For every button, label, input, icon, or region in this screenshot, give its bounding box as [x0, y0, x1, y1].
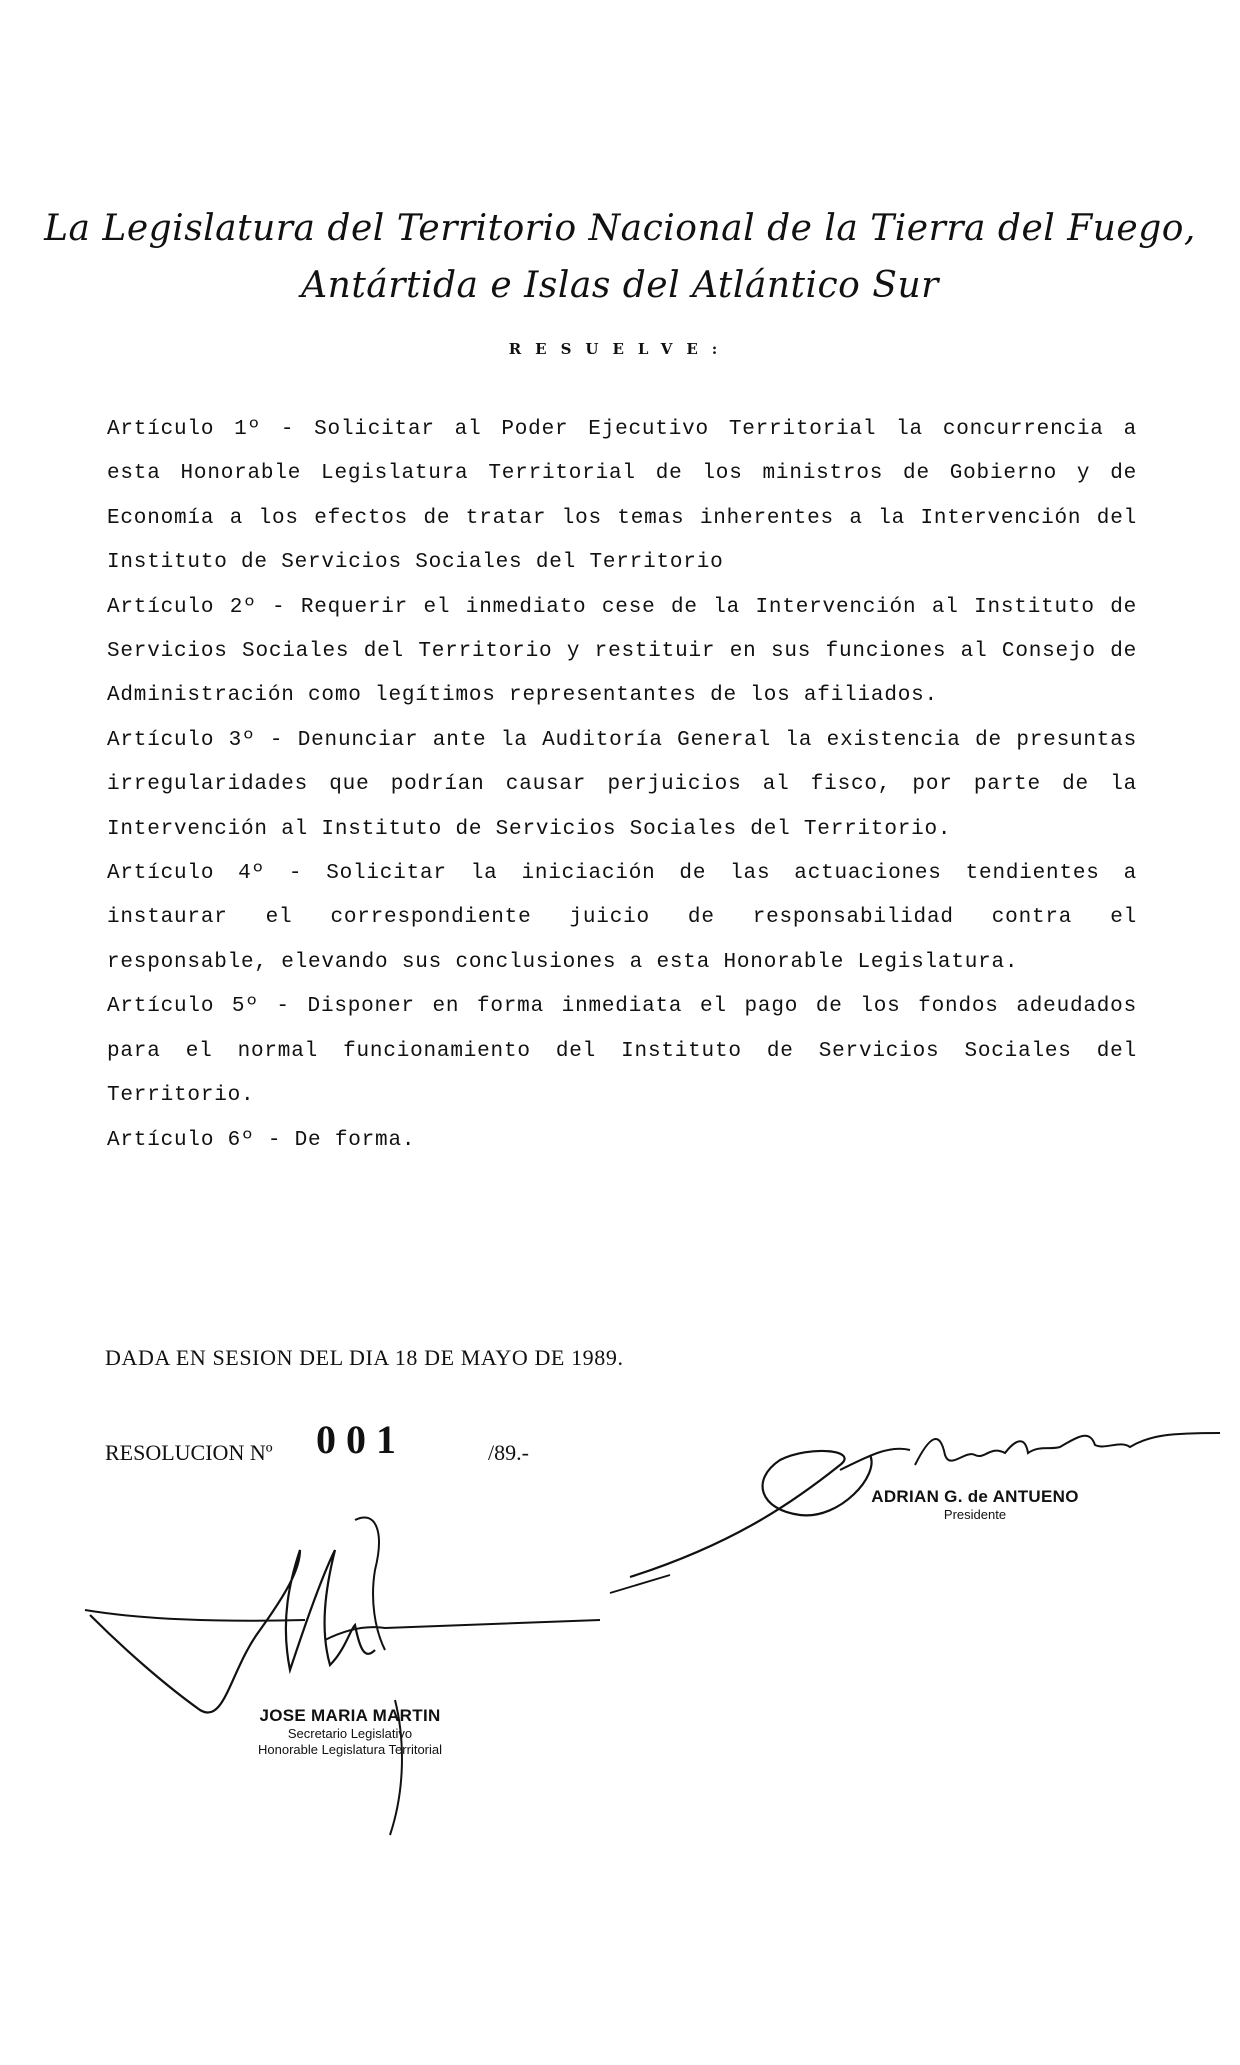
articles-list [107, 408, 1137, 1163]
heading-line-1: La Legislatura del Territorio Nacional de la Tierra del Fuego, [44, 208, 1196, 249]
president-name: ADRIAN G. de ANTUENO [871, 1487, 1079, 1506]
president-signature-block [860, 1487, 1090, 1523]
secretary-body: Honorable Legislatura Territorial [257, 1742, 443, 1757]
session-line: DADA EN SESION DEL DIA 18 DE MAYO DE 1989. [105, 1345, 624, 1370]
resuelve-heading: RESUELVE: [508, 340, 732, 358]
resolution-label: RESOLUCION Nº [105, 1440, 273, 1465]
secretary-name: JOSE MARIA MARTIN [259, 1706, 441, 1725]
secretary-signature [85, 1510, 625, 1840]
secretary-role: Secretario Legislativo [287, 1726, 413, 1741]
resolution-number: 001 [316, 1417, 406, 1462]
article-6: Artículo 6º - De forma. [107, 1128, 416, 1152]
article-2: Artículo 2º - Requerir el inmediato cese de la Intervención al Instituto de Servicios Sociales del Territorio y restituir en sus funciones al Consejo de Administración como legítimos representantes de los afiliados. [107, 595, 1137, 708]
resolution-year: /89.- [488, 1440, 529, 1465]
secretary-signature-block [230, 1706, 470, 1758]
president-role: Presidente [943, 1507, 1007, 1522]
article-4: Artículo 4º - Solicitar la iniciación de las actuaciones tendientes a instaurar el correspondiente juicio de responsabilidad contra el responsable, elevando sus conclusiones a esta Honorable Legislatura. [107, 862, 1137, 974]
heading-line-2: Antártida e Islas del Atlántico Sur [301, 265, 939, 306]
article-5: Artículo 5º - Disponer en forma inmediata el pago de los fondos adeudados para el normal funcionamiento del Instituto de Servicios Sociales del Territorio. [107, 995, 1137, 1108]
article-1: Artículo 1º - Solicitar al Poder Ejecutivo Territorial la concurrencia a esta Honorable Legislatura Territorial de los ministros de Gobierno y de Economía a los efectos de tratar los temas inherentes a la Intervención del Instituto de Servicios Sociales del Territorio [107, 418, 1137, 575]
article-3: Artículo 3º - Denunciar ante la Auditoría General la existencia de presuntas irregularidades que podrían causar perjuicios al fisco, por parte de la Intervención al Instituto de Servicios Sociales del Territorio. [107, 728, 1137, 841]
